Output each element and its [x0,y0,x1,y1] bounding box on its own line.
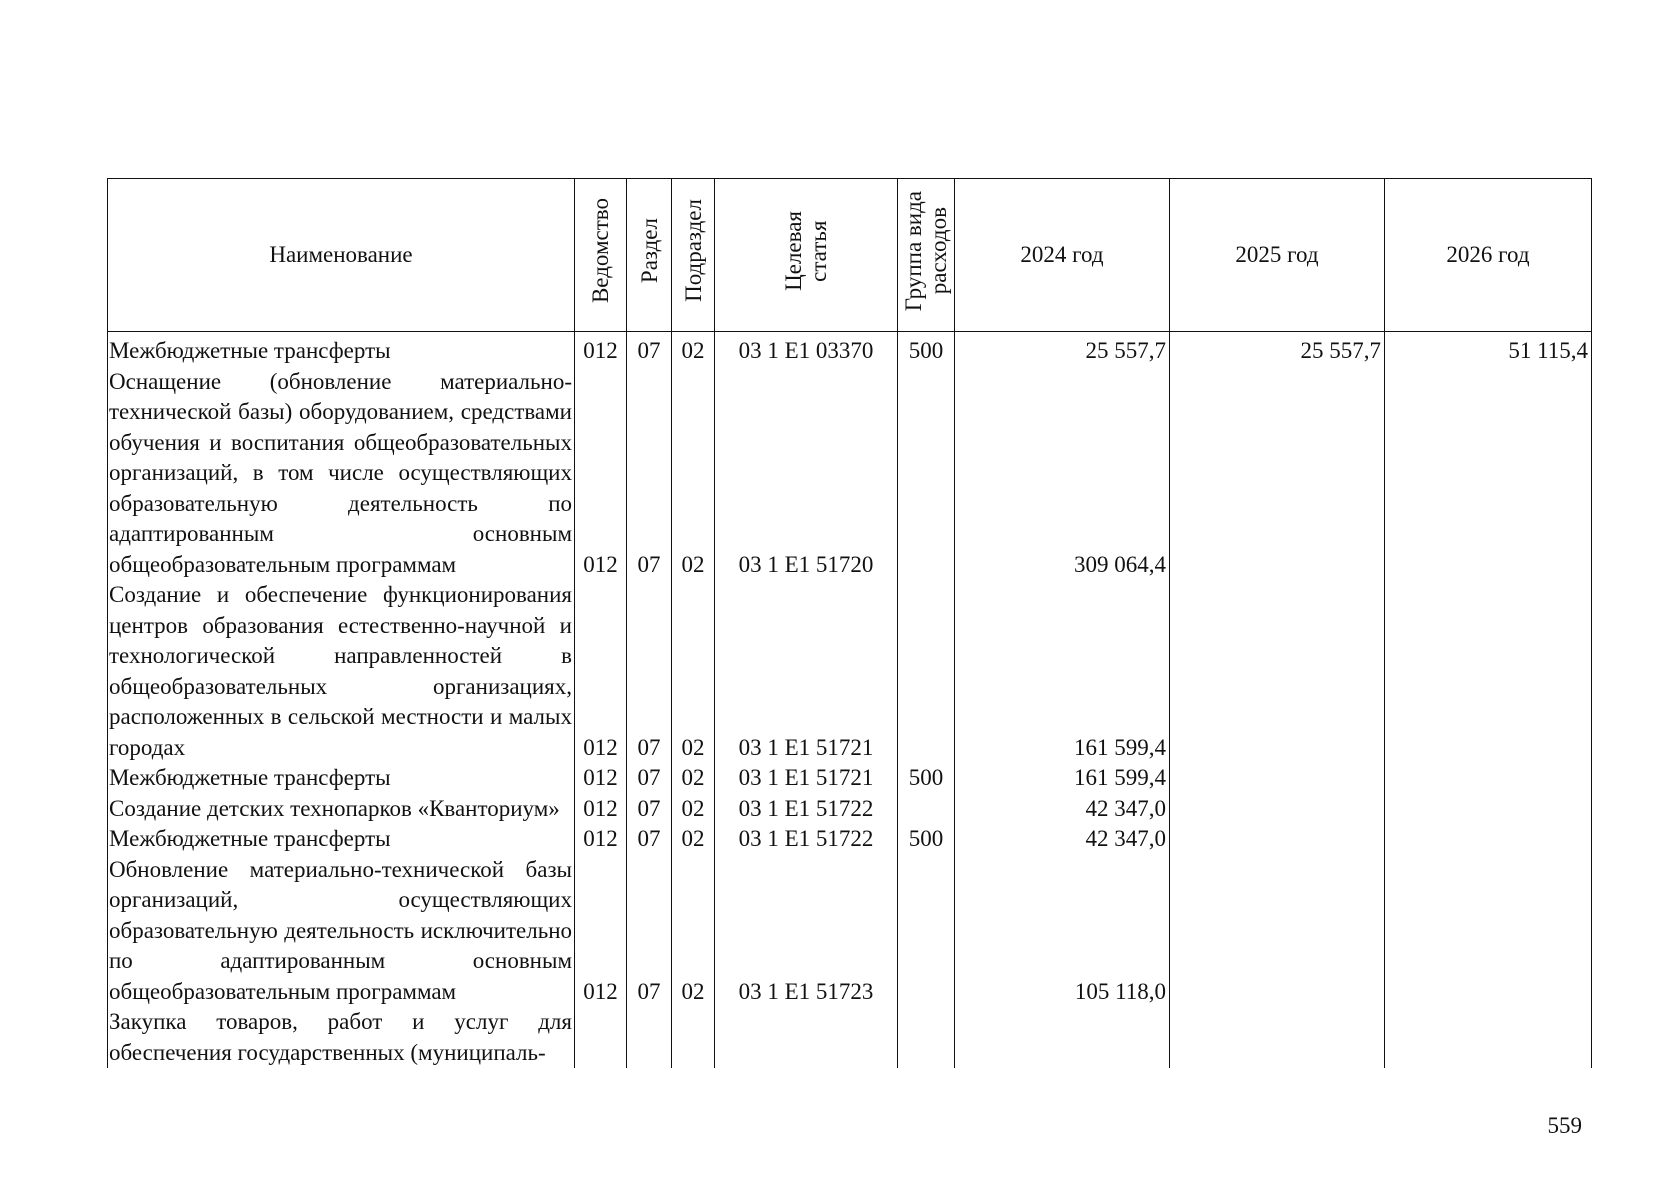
header-2026: 2026 год [1385,179,1592,332]
cell-target: 03 1 E1 51722 [715,824,898,855]
cell-section: 07 [627,855,672,1008]
header-group: Группа вида расходов [898,179,955,332]
cell-2026 [1385,763,1592,794]
cell-group: 500 [898,824,955,855]
cell-2024: 309 064,4 [955,367,1170,581]
cell-section: 07 [627,580,672,763]
cell-section [627,1007,672,1068]
cell-2024 [955,1007,1170,1068]
cell-2025 [1170,763,1385,794]
cell-group [898,794,955,825]
cell-name: Межбюджетные трансферты [108,763,575,794]
cell-2024: 161 599,4 [955,763,1170,794]
cell-dept: 012 [575,824,627,855]
table-row [108,1007,1592,1068]
cell-name: Обновление материально-технической базы организаций, осуществляющих образовательную деятельность исключительно по адаптированным основным общеобразовательным программам [108,855,575,1008]
cell-group [898,855,955,1008]
cell-2026 [1385,367,1592,581]
cell-section: 07 [627,367,672,581]
cell-dept [575,1007,627,1068]
cell-section: 07 [627,763,672,794]
cell-name: Закупка товаров, работ и услуг для обеспечения государственных (муниципаль- [108,1007,575,1068]
cell-2024: 42 347,0 [955,794,1170,825]
cell-2026 [1385,794,1592,825]
cell-dept: 012 [575,332,627,367]
budget-table [107,178,1592,1068]
cell-name: Межбюджетные трансферты [108,824,575,855]
table-row [108,332,1592,367]
table-row [108,367,1592,581]
cell-2024: 105 118,0 [955,855,1170,1008]
cell-target: 03 1 E1 03370 [715,332,898,367]
cell-group: 500 [898,763,955,794]
header-target: Целевая статья [715,179,898,332]
cell-subsection: 02 [672,855,715,1008]
header-2025: 2025 год [1170,179,1385,332]
cell-section: 07 [627,332,672,367]
header-section: Раздел [627,179,672,332]
header-row [108,179,1592,332]
cell-subsection: 02 [672,763,715,794]
header-name: Наименование [108,179,575,332]
table-row [108,855,1592,1008]
header-subsection: Подраздел [672,179,715,332]
cell-2025 [1170,367,1385,581]
cell-name: Создание и обеспечение функционирования центров образования естественно-научной и технологической направленностей в общеобразовательных организациях, расположенных в сельской местности и малых городах [108,580,575,763]
cell-2024: 25 557,7 [955,332,1170,367]
cell-2026 [1385,580,1592,763]
cell-target: 03 1 E1 51721 [715,580,898,763]
cell-subsection: 02 [672,580,715,763]
cell-2026: 51 115,4 [1385,332,1592,367]
cell-2024: 161 599,4 [955,580,1170,763]
cell-subsection: 02 [672,824,715,855]
cell-target: 03 1 E1 51723 [715,855,898,1008]
cell-2025 [1170,1007,1385,1068]
table-row [108,824,1592,855]
cell-target: 03 1 E1 51720 [715,367,898,581]
cell-name: Межбюджетные трансферты [108,332,575,367]
cell-group: 500 [898,332,955,367]
cell-section: 07 [627,824,672,855]
cell-2026 [1385,824,1592,855]
cell-target: 03 1 E1 51722 [715,794,898,825]
cell-section: 07 [627,794,672,825]
cell-2026 [1385,855,1592,1008]
cell-group [898,1007,955,1068]
cell-2025 [1170,794,1385,825]
cell-2025 [1170,855,1385,1008]
cell-subsection: 02 [672,367,715,581]
cell-2024: 42 347,0 [955,824,1170,855]
cell-subsection: 02 [672,794,715,825]
header-2024: 2024 год [955,179,1170,332]
cell-2025 [1170,824,1385,855]
cell-group [898,367,955,581]
cell-target [715,1007,898,1068]
cell-dept: 012 [575,855,627,1008]
cell-2026 [1385,1007,1592,1068]
table-row [108,794,1592,825]
cell-dept: 012 [575,580,627,763]
cell-dept: 012 [575,794,627,825]
cell-subsection: 02 [672,332,715,367]
cell-name: Создание детских технопарков «Кванториум» [108,794,575,825]
page-number: 559 [1547,1113,1582,1138]
cell-target: 03 1 E1 51721 [715,763,898,794]
table-row [108,580,1592,763]
cell-group [898,580,955,763]
header-dept: Ведомство [575,179,627,332]
cell-dept: 012 [575,367,627,581]
cell-name: Оснащение (обновление материально-технической базы) оборудованием, средствами обучения и воспитания общеобразовательных организаций, в том числе осуществляющих образовательную деятельность по адаптированным основным общеобразовательным программам [108,367,575,581]
table-row [108,763,1592,794]
cell-subsection [672,1007,715,1068]
cell-2025 [1170,580,1385,763]
cell-dept: 012 [575,763,627,794]
cell-2025: 25 557,7 [1170,332,1385,367]
